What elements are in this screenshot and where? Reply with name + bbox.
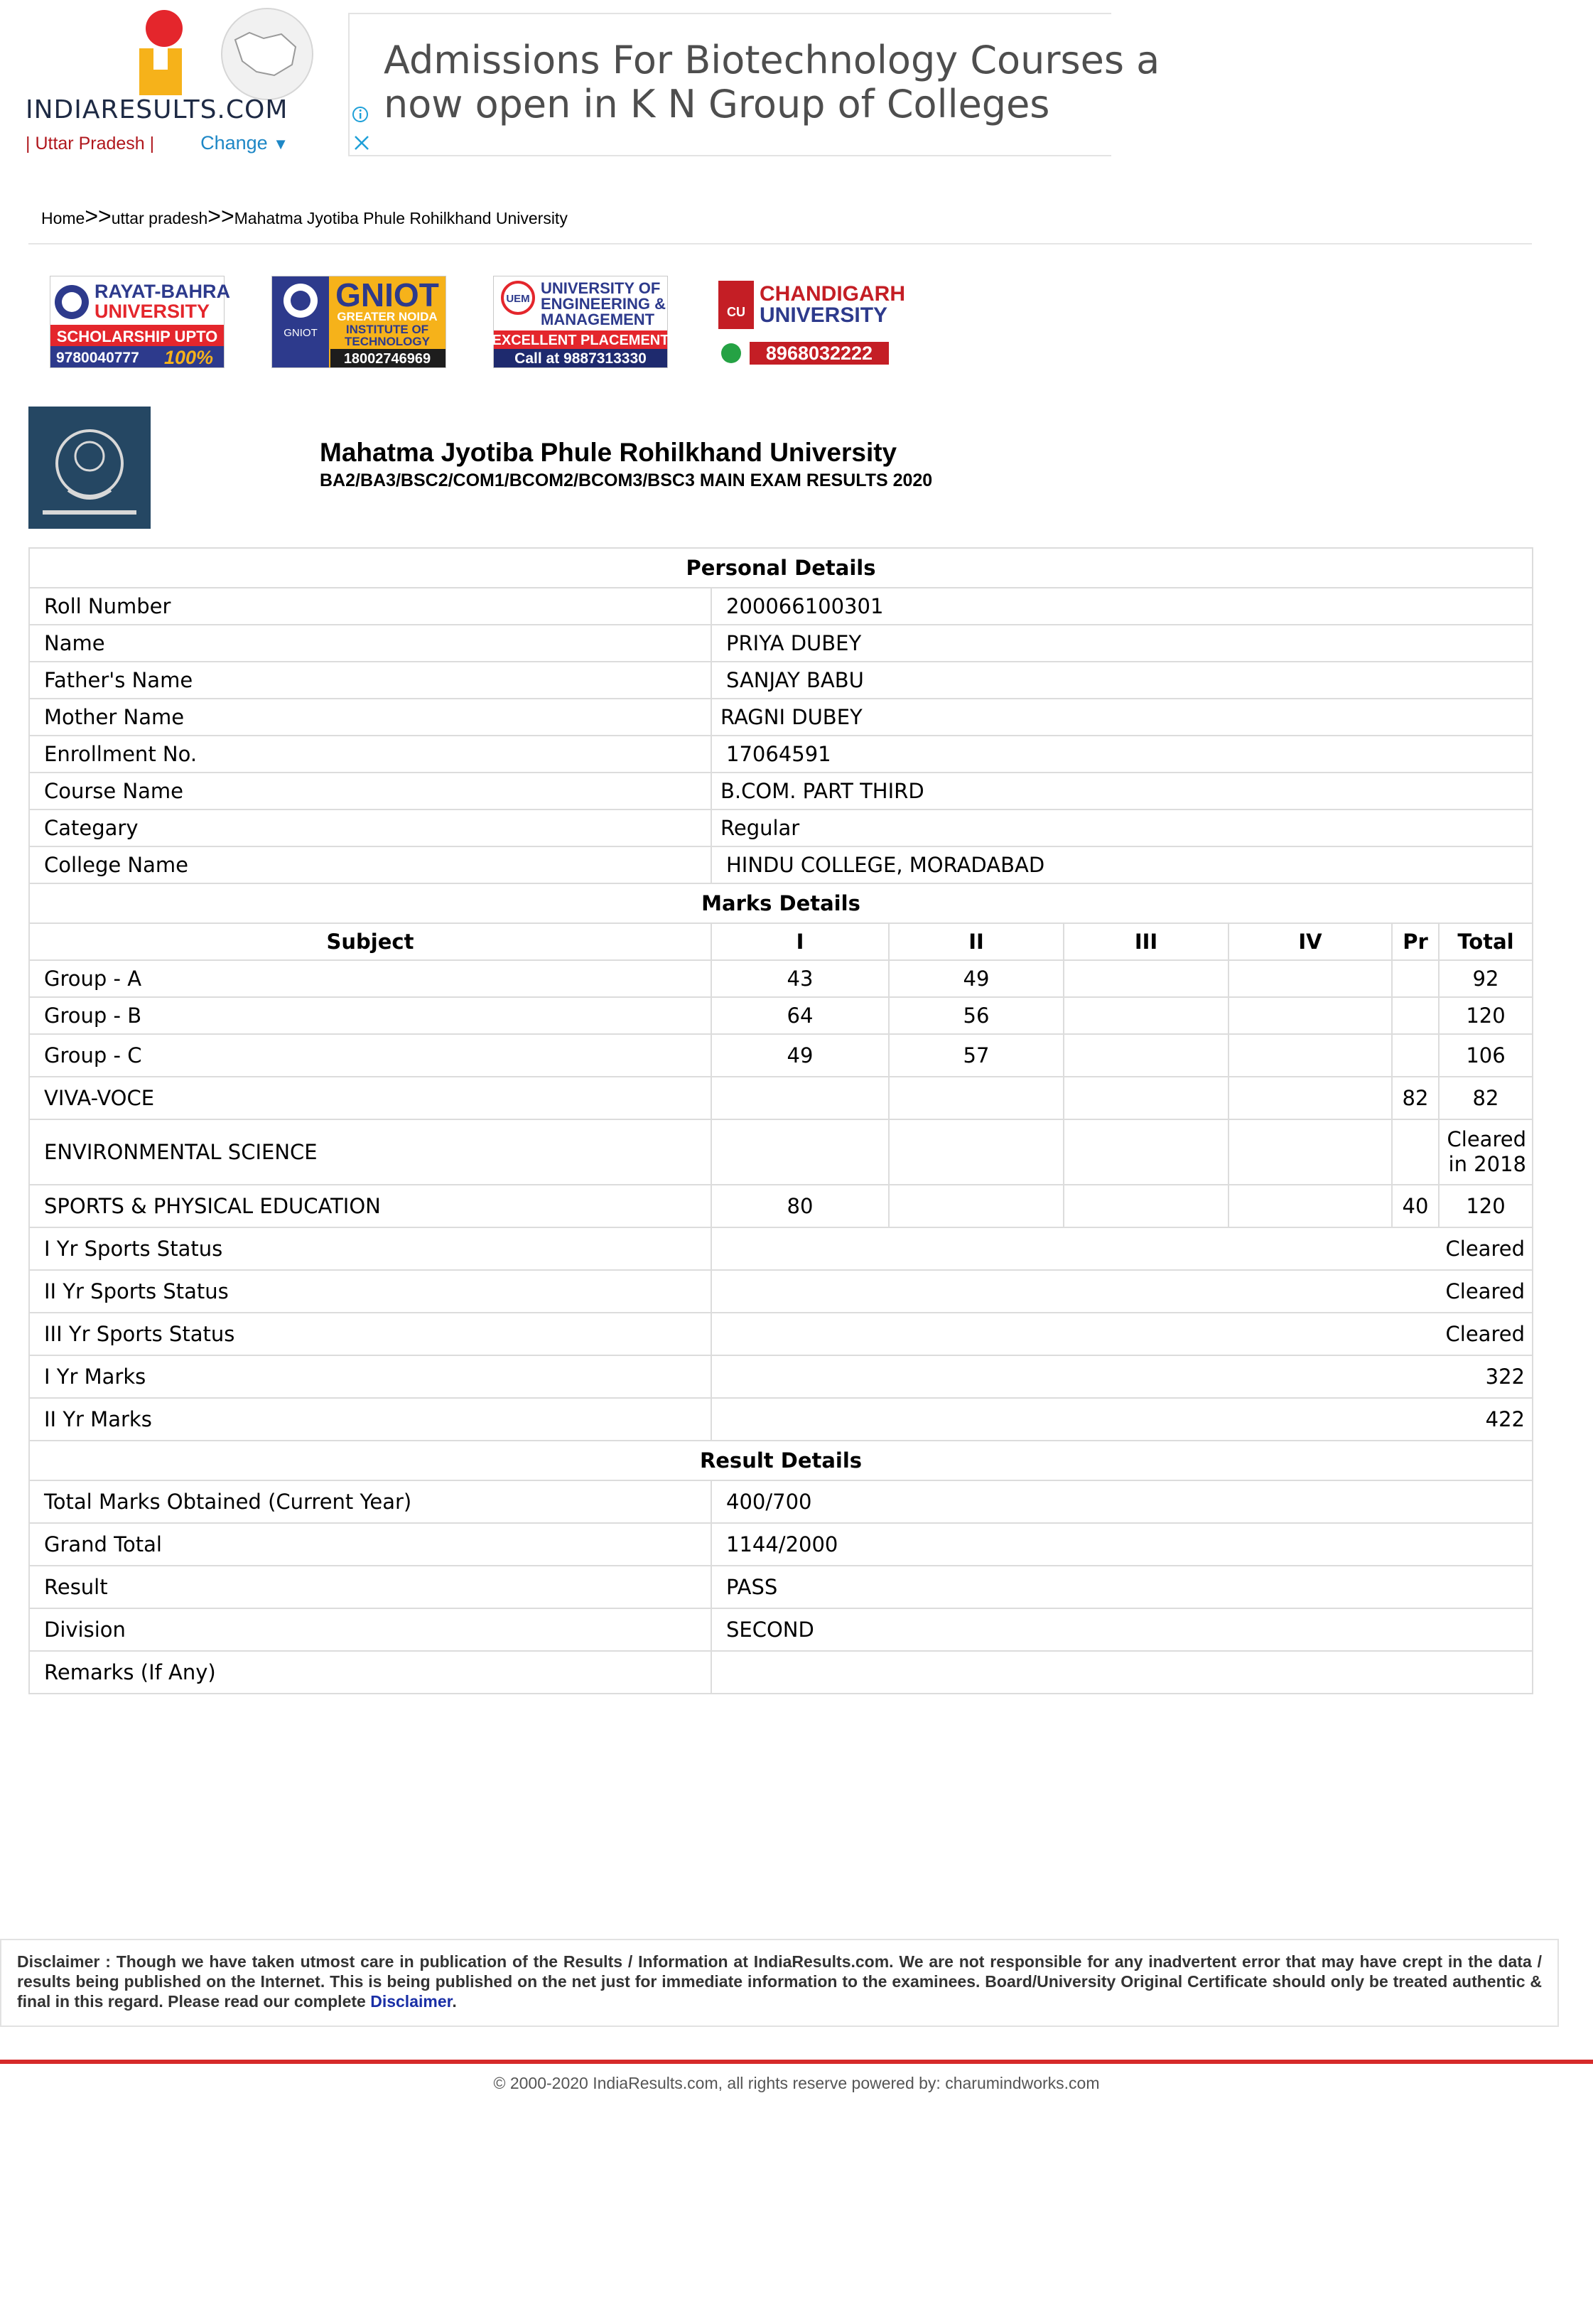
banner-line: SCHOLARSHIP UPTO [56,328,218,345]
change-state-link[interactable]: Change ▼ [200,132,288,154]
banner-phone: 8968032222 [765,343,873,364]
value-cell: PRIYA DUBEY [711,625,1533,662]
banner-line: ENGINEERING & [541,295,666,313]
divider [28,243,1532,244]
value-cell: SECOND [711,1608,1533,1651]
mark-cell [1228,1077,1392,1119]
value-cell: Cleared [711,1270,1533,1313]
table-row [29,1077,1533,1119]
breadcrumb-home[interactable]: Home [41,209,85,227]
value-cell: 200066100301 [711,588,1533,625]
table-row [29,1608,1533,1651]
label-cell: I Yr Sports Status [29,1227,711,1270]
table-row [29,1566,1533,1608]
value-cell: Regular [711,809,1533,846]
ad-headline[interactable] [384,38,1160,127]
current-state: | Uttar Pradesh | [26,134,155,154]
disclaimer-end: . [452,1992,457,2011]
mark-cell: 40 [1392,1185,1439,1227]
mark-cell [1392,997,1439,1034]
table-row [29,1523,1533,1566]
disclaimer-link[interactable]: Disclaimer [370,1992,453,2011]
banner-line: UNIVERSITY OF [541,279,661,297]
label-cell: Enrollment No. [29,736,711,773]
label-cell: II Yr Sports Status [29,1270,711,1313]
banner-line: MANAGEMENT [541,311,655,328]
banner-extra: GNIOT [284,327,318,339]
banner-phone: 18002746969 [343,351,431,367]
state-selector [26,132,288,154]
mark-cell: 57 [889,1034,1064,1077]
breadcrumb [41,203,568,230]
value-cell [711,1651,1533,1694]
label-cell: Father's Name [29,662,711,699]
label-cell: Total Marks Obtained (Current Year) [29,1480,711,1523]
label-cell: III Yr Sports Status [29,1313,711,1355]
mark-cell [1228,960,1392,997]
chandigarh-university-banner[interactable] [715,276,905,368]
value-cell: B.COM. PART THIRD [711,773,1533,809]
section-heading-marks: Marks Details [29,883,1533,923]
banner-extra: CU [727,305,745,319]
indiaresults-logo[interactable] [26,4,296,154]
copyright-text: © 2000-2020 IndiaResults.com, all rights reserve powered by: charumindworks.com [493,2074,1100,2092]
rayat-bahra-banner[interactable] [50,276,231,368]
mark-cell: 49 [711,1034,889,1077]
chevron-down-icon: ▼ [273,135,288,153]
banner-line: GREATER NOIDA [337,310,438,323]
logo-wordmark: INDIARESULTS.COM [26,95,288,124]
logo-person-icon [132,7,210,99]
column-header: II [889,923,1064,960]
mark-cell [1228,1185,1392,1227]
mark-cell [1392,1119,1439,1185]
table-row [29,1651,1533,1694]
value-cell: 17064591 [711,736,1533,773]
total-cell: 92 [1439,960,1533,997]
table-row [29,1119,1533,1185]
university-name: Mahatma Jyotiba Phule Rohilkhand University [320,438,897,467]
subject-cell: VIVA-VOCE [29,1077,711,1119]
disclaimer-text: Disclaimer : Though we have taken utmost care in publication of the Results / Information at IndiaResults.com. We are not responsible for any inadvertent error that may have crept in the data / results being published on the Internet. This is being published on the net just for immediate information to the examinees. Board/University Original Certificate should only be treated authentic & final in this regard. Please read our complete [17,1952,1542,2011]
mark-cell [1064,960,1228,997]
mark-cell [889,1077,1064,1119]
value-cell: 422 [711,1398,1533,1441]
mark-cell: 49 [889,960,1064,997]
table-row [29,1480,1533,1523]
label-cell: Mother Name [29,699,711,736]
mark-cell: 80 [711,1185,889,1227]
mark-cell [1228,1034,1392,1077]
section-heading-personal: Personal Details [29,548,1533,588]
value-cell: HINDU COLLEGE, MORADABAD [711,846,1533,883]
mark-cell [1064,1185,1228,1227]
mark-cell [1064,1034,1228,1077]
mark-cell [1392,1034,1439,1077]
subject-cell: Group - C [29,1034,711,1077]
banner-phone: 9780040777 [56,350,139,366]
subject-cell: SPORTS & PHYSICAL EDUCATION [29,1185,711,1227]
label-cell: Roll Number [29,588,711,625]
mark-cell [711,1077,889,1119]
subject-cell: Group - A [29,960,711,997]
value-cell: PASS [711,1566,1533,1608]
banner-extra: 100% [164,347,214,368]
mark-cell [1064,1077,1228,1119]
value-cell: RAGNI DUBEY [711,699,1533,736]
value-cell: Cleared [711,1227,1533,1270]
total-cell: 106 [1439,1034,1533,1077]
banner-line: RAYAT-BAHRA [94,281,231,302]
label-cell: II Yr Marks [29,1398,711,1441]
label-cell: Grand Total [29,1523,711,1566]
total-cell: 82 [1439,1077,1533,1119]
table-row [29,1355,1533,1398]
label-cell: Remarks (If Any) [29,1651,711,1694]
disclaimer-box [0,1939,1559,2027]
banner-line: EXCELLENT PLACEMENT [492,333,669,348]
column-header: Pr [1392,923,1439,960]
mark-cell: 43 [711,960,889,997]
column-header: I [711,923,889,960]
label-cell: Course Name [29,773,711,809]
banner-extra: UEM [506,293,530,305]
banner-line: UNIVERSITY [94,301,210,322]
mark-cell [1228,997,1392,1034]
breadcrumb-separator: >> [207,203,234,229]
mark-cell: 64 [711,997,889,1034]
label-cell: Name [29,625,711,662]
banner-line: UNIVERSITY [760,303,888,327]
banner-line: GNIOT [335,276,439,313]
table-row [29,1270,1533,1313]
university-emblem [28,407,151,529]
uem-banner[interactable] [493,276,668,368]
mark-cell [889,1185,1064,1227]
mark-cell [889,1119,1064,1185]
total-cell: 120 [1439,997,1533,1034]
subject-cell: ENVIRONMENTAL SCIENCE [29,1119,711,1185]
section-heading-result: Result Details [29,1441,1533,1480]
banner-line: CHANDIGARH [760,282,905,306]
mark-cell [1392,960,1439,997]
total-cell: Cleared in 2018 [1439,1119,1533,1185]
table-row [29,1185,1533,1227]
ad-line-2: now open in K N Group of Colleges [384,82,1050,127]
table-row [29,960,1533,997]
value-cell: SANJAY BABU [711,662,1533,699]
mark-cell [1064,997,1228,1034]
breadcrumb-state[interactable]: uttar pradesh [111,209,208,227]
breadcrumb-university[interactable]: Mahatma Jyotiba Phule Rohilkhand University [234,209,568,227]
column-header: Total [1439,923,1533,960]
result-table [28,547,1533,1694]
column-header: III [1064,923,1228,960]
gniot-banner[interactable] [271,276,446,368]
banner-line: TECHNOLOGY [345,335,430,348]
close-icon[interactable] [352,134,371,152]
exam-title: BA2/BA3/BSC2/COM1/BCOM2/BCOM3/BSC3 MAIN EXAM RESULTS 2020 [320,470,933,490]
total-cell: 120 [1439,1185,1533,1227]
breadcrumb-separator: >> [85,203,112,229]
value-cell: 400/700 [711,1480,1533,1523]
value-cell: 1144/2000 [711,1523,1533,1566]
mark-cell [711,1119,889,1185]
info-icon[interactable] [351,105,369,124]
value-cell: Cleared [711,1313,1533,1355]
banner-phone: Call at 9887313330 [514,350,647,367]
label-cell: Division [29,1608,711,1651]
mark-cell [1064,1119,1228,1185]
mark-cell: 56 [889,997,1064,1034]
column-header: IV [1228,923,1392,960]
advertisement-banner[interactable] [348,13,1160,156]
label-cell: Categary [29,809,711,846]
table-row [29,1313,1533,1355]
ad-line-1: Admissions For Biotechnology Courses a [384,38,1160,82]
label-cell: Result [29,1566,711,1608]
label-cell: I Yr Marks [29,1355,711,1398]
mark-cell: 82 [1392,1077,1439,1119]
table-row [29,1227,1533,1270]
uttar-pradesh-map-icon [196,4,320,104]
banner-line: INSTITUTE OF [345,323,429,336]
table-row [29,1034,1533,1077]
mark-cell [1228,1119,1392,1185]
label-cell: College Name [29,846,711,883]
table-row [29,997,1533,1034]
value-cell: 322 [711,1355,1533,1398]
subject-cell: Group - B [29,997,711,1034]
footer-divider [0,2060,1593,2064]
table-row [29,1398,1533,1441]
column-header: Subject [29,923,711,960]
